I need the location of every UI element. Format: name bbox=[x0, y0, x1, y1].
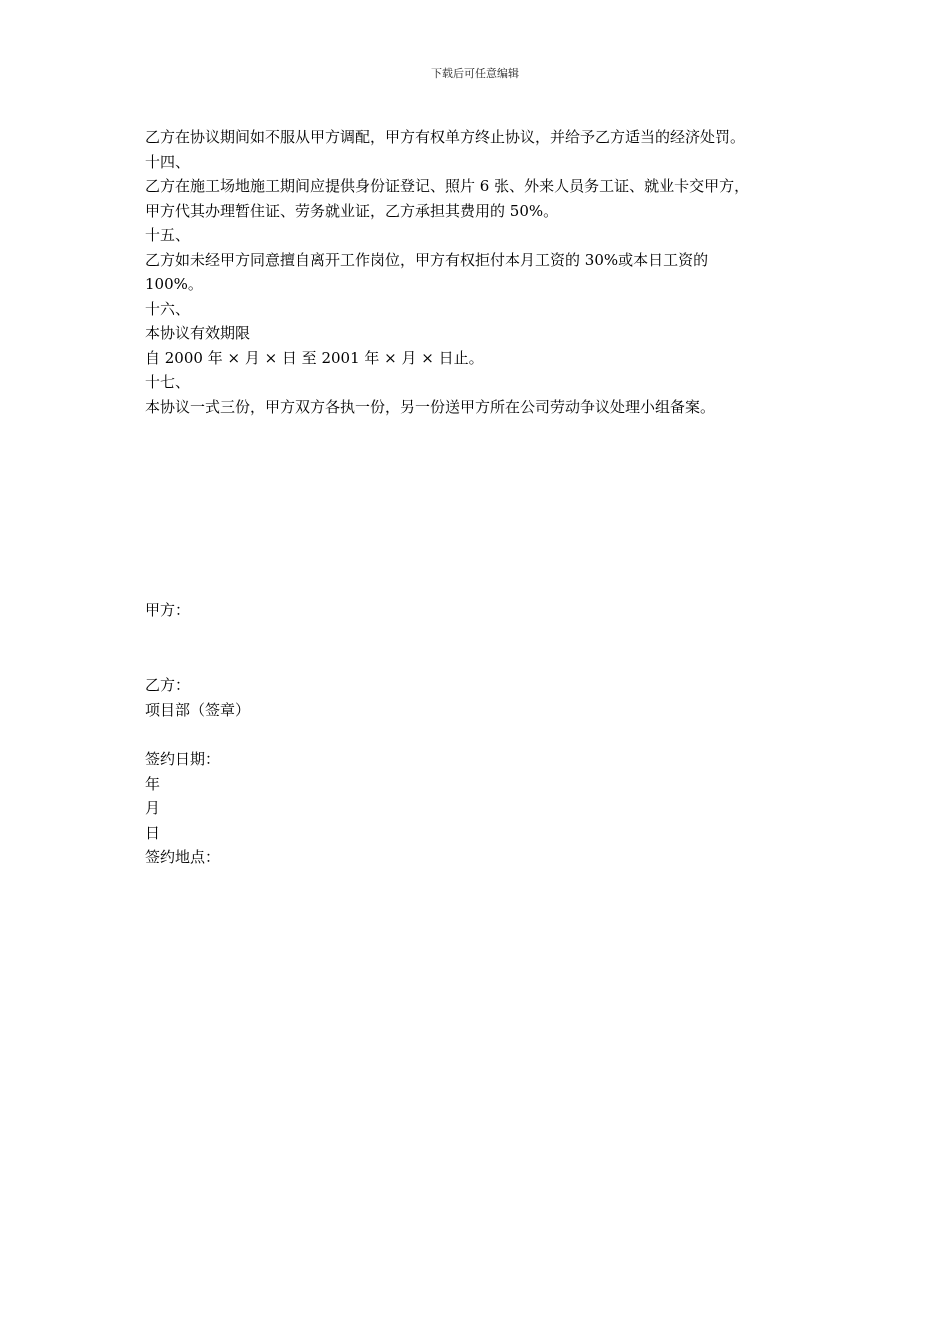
party-a-signature: 甲方： bbox=[145, 601, 191, 619]
sign-day-label: 日 bbox=[145, 823, 161, 842]
clause-number-16: 十六、 bbox=[145, 299, 191, 318]
clause-16-text-line-2: 自 2000 年 × 月 × 日 至 2001 年 × 月 × 日止。 bbox=[145, 348, 484, 367]
clause-15-text-line-2: 100%。 bbox=[145, 275, 203, 293]
page-header: 下载后可任意编辑 bbox=[431, 67, 519, 80]
clause-line: 乙方在协议期间如不服从甲方调配，甲方有权单方终止协议，并给予乙方适当的经济处罚。 bbox=[145, 128, 746, 146]
sign-date-label: 签约日期： bbox=[145, 750, 221, 768]
agreement-clauses bbox=[145, 125, 825, 419]
project-dept-seal-label: 项目部（签章） bbox=[145, 700, 251, 719]
party-b-label: 乙方： bbox=[145, 676, 191, 694]
signing-info-block bbox=[145, 747, 220, 870]
clause-number-15: 十五、 bbox=[145, 226, 191, 244]
clause-14-text-line-2: 甲方代其办理暂住证、劳务就业证，乙方承担其费用的 50%。 bbox=[145, 201, 559, 220]
sign-month-label: 月 bbox=[145, 799, 161, 817]
clause-14-text-line-1: 乙方在施工场地施工期间应提供身份证登记、照片 6 张、外来人员务工证、就业卡交甲方， bbox=[145, 177, 750, 195]
sign-place-label: 签约地点： bbox=[145, 848, 221, 866]
clause-17-text-line-1: 本协议一式三份，甲方双方各执一份，另一份送甲方所在公司劳动争议处理小组备案。 bbox=[145, 397, 716, 416]
sign-year-label: 年 bbox=[145, 774, 161, 793]
clause-16-text-line-1: 本协议有效期限 bbox=[145, 324, 251, 342]
party-b-signature-block bbox=[145, 673, 250, 722]
clause-number-17: 十七、 bbox=[145, 373, 191, 391]
clause-number-14: 十四、 bbox=[145, 152, 191, 171]
clause-15-text-line-1: 乙方如未经甲方同意擅自离开工作岗位，甲方有权拒付本月工资的 30%或本日工资的 bbox=[145, 250, 709, 269]
